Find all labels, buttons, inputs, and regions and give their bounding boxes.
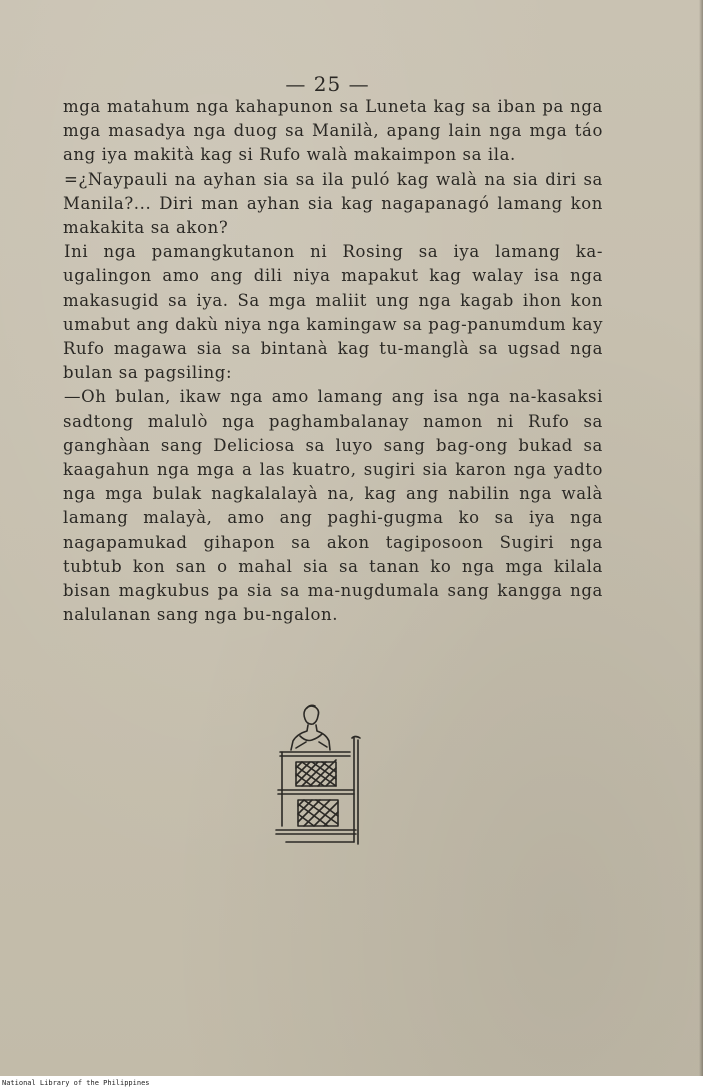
paragraph-2: =¿Naypauli na ayhan sia sa ila puló kag walà na sia diri sa Manila?... Diri man ayhan sia kag nagapanagó lamang kon makakita sa akon? (63, 169, 603, 238)
paragraph-1: mga matahum nga kahapunon sa Luneta kag sa iban pa nga mga masadya nga duog sa Manilà, apang lain nga mga táo ang iya makità kag si Rufo walà makaimpon sa ila. (63, 97, 603, 165)
scan-credit-text: National Library of the Philippines (2, 1078, 703, 1088)
page-number: — 25 — (285, 72, 370, 96)
woman-at-window-vignette-icon (272, 700, 372, 848)
page-edge-shadow (699, 0, 703, 1078)
paragraph-4: —Oh bulan, ikaw nga amo lamang ang isa nga na-kasaksi sadtong malulò nga paghambalanay namon ni Rufo sa ganghàan sang Deliciosa sa luyo sang bag-ong bukad sa kaagahun nga mga a las kuatro, sugiri sia karon nga yadto nga mga bulak nagkalalayà na, kag ang nabilin nga walà lamang malayà, amo ang paghi-gugma ko sa iya nga nagapamukad gihapon sa akon tagiposoon Sugiri nga tubtub kon san o mahal sia sa tanan ko nga mga kilala bisan magkubus pa sia sa ma-nugdumala sang kangga nga nalulanan sang nga bu-ngalon. (63, 387, 603, 625)
body-text (63, 95, 603, 627)
paragraph-3: Ini nga pamangkutanon ni Rosing sa iya lamang ka-ugalingon amo ang dili niya mapakut kag walay isa nga makasugid sa iya. Sa mga maliit ung nga kagab ihon kon umabut ang dakù niya nga kamingaw sa pag-panumdum kay Rufo magawa sia sa bintanà kag tu-manglà sa ugsad nga bulan sa pagsiling: (63, 242, 603, 383)
